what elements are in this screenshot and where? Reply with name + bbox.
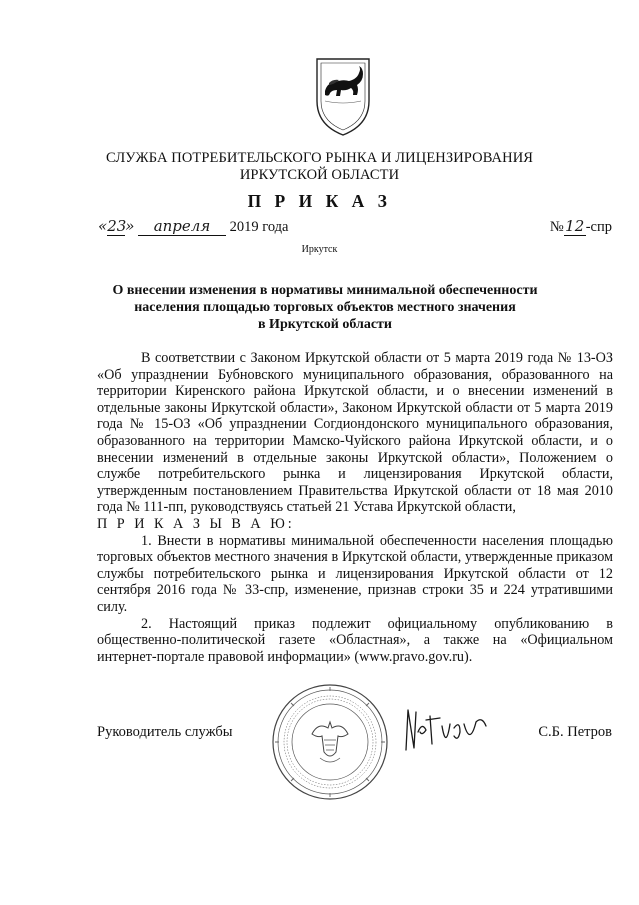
date-year: 2019 года bbox=[229, 219, 289, 235]
agency-name-line1: СЛУЖБА ПОТРЕБИТЕЛЬСКОГО РЫНКА И ЛИЦЕНЗИРОВАНИЯ bbox=[105, 150, 534, 166]
number-value: 12 bbox=[565, 217, 585, 235]
date-day-open-quote: « bbox=[98, 217, 108, 235]
agency-name-line2: ИРКУТСКОЙ ОБЛАСТИ bbox=[239, 167, 400, 183]
subject-line1: О внесении изменения в нормативы минимальной обеспеченности bbox=[112, 283, 538, 298]
document-body bbox=[97, 350, 613, 665]
subject-line3: в Иркутской области bbox=[258, 317, 392, 332]
irkutsk-coat-of-arms-icon bbox=[313, 55, 373, 139]
city: Иркутск bbox=[301, 244, 338, 255]
preamble-paragraph: В соответствии с Законом Иркутской области от 5 марта 2019 года № 13-ОЗ «Об упразднении Бубновского муниципального образования, образованного на территории Киренского района Иркутской области, и о внесении изменений в отдельные законы Иркутской области», Законом Иркутской области от 5 марта 2019 года № 15-ОЗ «Об упразднении Согдиондонского муниципального образования, образованного на территории Мамско-Чуйского района Иркутской области, и о внесении изменений в отдельные законы Иркутской области», Положением о службе потребительского рынка и лицензирования Иркутской области, утвержденным постановлением Правительства Иркутской области от 18 мая 2010 года № 111-пп, руководствуясь статьей 21 Устава Иркутской области, bbox=[97, 350, 613, 516]
date-day: 23 bbox=[107, 217, 127, 235]
subject-line2: населения площадью торговых объектов местного значения bbox=[134, 300, 516, 315]
order-item-1: 1. Внести в нормативы минимальной обеспеченности населения площадью торговых объектов местного значения в Иркутской области, утвержденные приказом службы потребительского рынка и лицензирования Иркутской области от 12 сентября 2016 года № 33-спр, изменение, признав строки 35 и 224 утратившими силу. bbox=[97, 532, 613, 615]
document-number bbox=[550, 217, 612, 236]
signer-name: С.Б. Петров bbox=[538, 724, 612, 740]
handwritten-signature-icon bbox=[400, 706, 490, 754]
date-month: апреля bbox=[138, 217, 226, 236]
document-date bbox=[98, 217, 288, 236]
official-seal-icon bbox=[270, 682, 390, 802]
date-day-close-quote: » bbox=[125, 217, 135, 235]
order-item-2: 2. Настоящий приказ подлежит официальному опубликованию в общественно-политической газете «Областная», а также на «Официальном интернет-портале правовой информации» (www.pravo.gov.ru). bbox=[97, 615, 613, 665]
number-prefix: № bbox=[549, 219, 564, 235]
signer-role: Руководитель службы bbox=[97, 724, 233, 740]
document-type-title: П Р И К А З bbox=[247, 191, 392, 211]
number-suffix: -спр bbox=[585, 219, 612, 235]
agency-name bbox=[0, 150, 639, 184]
order-word: П Р И К А З Ы В А Ю: bbox=[97, 515, 295, 532]
document-subject bbox=[110, 282, 540, 333]
